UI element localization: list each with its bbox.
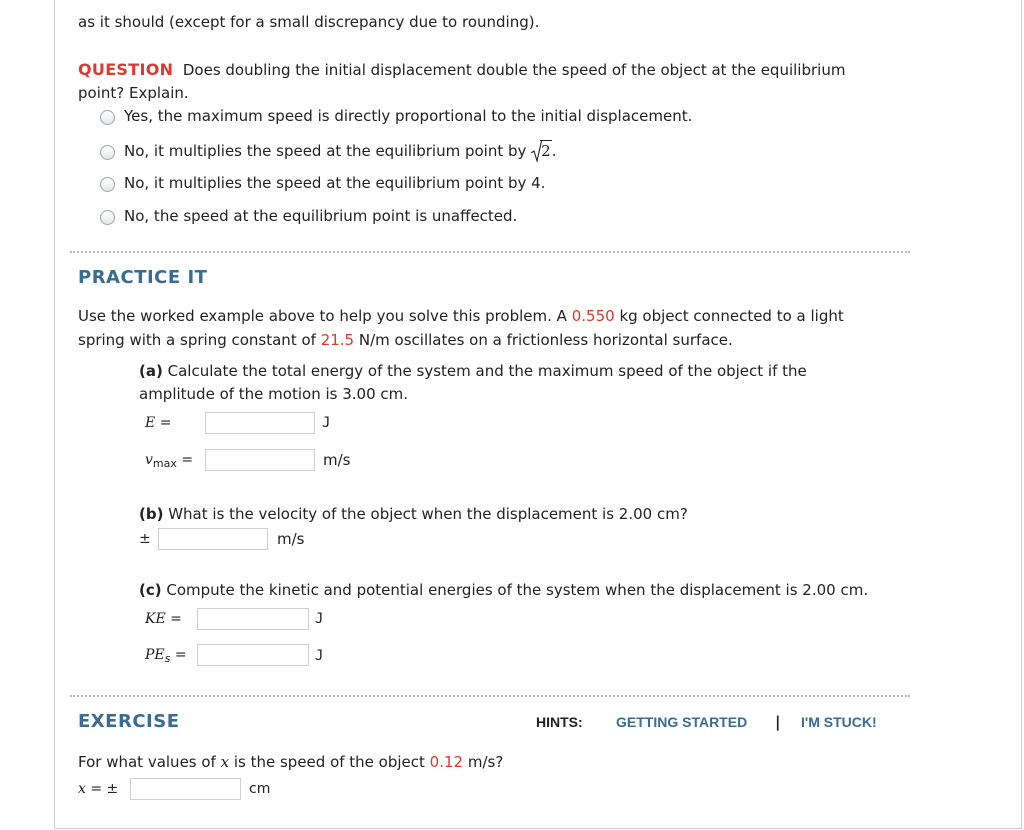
option-label-2: No, it multiplies the speed at the equilibrium point by [124,142,527,160]
im-stuck-link[interactable]: I'M STUCK! [801,714,877,730]
mass-value: 0.550 [571,307,615,325]
ke-unit: J [315,611,324,627]
part-c-question [139,581,868,599]
question-label: QUESTION [78,60,174,79]
hint-separator: | [775,713,781,731]
intro-text: kg object connected to a light [614,307,844,325]
part-a-label: (a) [139,362,163,380]
speed-value: 0.12 [429,753,464,771]
question-text-line1: Does doubling the initial displacement double the speed of the object at the equilibrium [182,61,846,79]
part-c-text: Compute the kinetic and potential energies of the system when the displacement is 2.00 cm. [161,581,869,599]
plus-minus-sign: ± [139,531,151,547]
equals-sign: = [170,611,182,627]
pe-label [145,647,187,665]
intro-text: N/m oscillates on a frictionless horizontal surface. [354,331,733,349]
sqrt-argument: 2 [541,142,551,160]
pe-variable: PE [145,647,165,663]
part-a-text: Calculate the total energy of the system and the maximum speed of the object if the [162,362,807,380]
x-variable: x [220,753,230,771]
x-unit: cm [249,781,271,797]
part-a-question-line2: amplitude of the motion is 3.00 cm. [139,385,409,403]
part-b-label: (b) [139,505,164,523]
exercise-text: m/s? [463,753,504,771]
equals-sign: = [159,415,172,431]
pe-unit: J [315,648,324,664]
intro-text: Use the worked example above to help you solve this problem. A [78,307,572,325]
kinetic-energy-input[interactable] [197,608,309,630]
vmax-unit: m/s [323,451,351,469]
energy-input[interactable] [205,412,315,434]
option-radio-3[interactable] [100,177,115,192]
velocity-variable: v [145,452,153,468]
equals-sign: = [90,781,103,797]
velocity-unit: m/s [277,530,305,548]
velocity-input[interactable] [158,528,268,550]
pe-subscript: s [164,652,171,665]
x-variable: x [78,781,86,797]
energy-unit: J [322,415,331,431]
option-label-4: No, the speed at the equilibrium point is unaffected. [124,207,518,225]
exercise-text: For what values of [78,753,221,771]
section-divider [70,695,910,697]
part-a-question-line1 [139,362,807,380]
vmax-label [145,452,193,470]
section-divider [70,251,910,253]
energy-label [145,415,171,431]
plus-minus-sign: ± [106,781,119,797]
previous-text-line: as it should (except for a small discrepancy due to rounding). [78,13,540,31]
sqrt-two [531,142,552,160]
practice-intro-line1 [78,307,844,325]
option-radio-4[interactable] [100,210,115,225]
ke-label [145,611,182,627]
potential-energy-input[interactable] [197,644,309,666]
part-b-question [139,505,688,523]
equals-sign: = [174,647,187,663]
practice-title: PRACTICE IT [78,267,208,288]
option-radio-2[interactable] [100,145,115,160]
x-label [78,781,118,797]
velocity-subscript: max [152,457,177,470]
energy-variable: E [145,415,156,431]
exercise-text: is the speed of the object [229,753,430,771]
vmax-input[interactable] [205,449,315,471]
spring-constant-value: 21.5 [320,331,355,349]
option-radio-1[interactable] [100,110,115,125]
option-label-1: Yes, the maximum speed is directly proportional to the initial displacement. [124,107,693,125]
x-input[interactable] [130,778,241,800]
practice-intro-line2 [78,331,733,349]
intro-text: spring with a spring constant of [78,331,321,349]
part-b-text: What is the velocity of the object when the displacement is 2.00 cm? [163,505,688,523]
exercise-question [78,753,503,771]
equals-sign: = [181,452,194,468]
option-label-3: No, it multiplies the speed at the equilibrium point by 4. [124,174,546,192]
question-block [78,60,845,79]
exercise-title: EXERCISE [78,711,180,732]
getting-started-link[interactable]: GETTING STARTED [616,714,748,730]
sqrt-tail: . [551,142,557,160]
part-c-label: (c) [139,581,162,599]
question-text-line2: point? Explain. [78,84,189,102]
hints-label: HINTS: [536,714,583,730]
radical-sign-icon [531,140,542,162]
ke-variable: KE [145,611,166,627]
option-label-2-wrap [124,142,556,160]
